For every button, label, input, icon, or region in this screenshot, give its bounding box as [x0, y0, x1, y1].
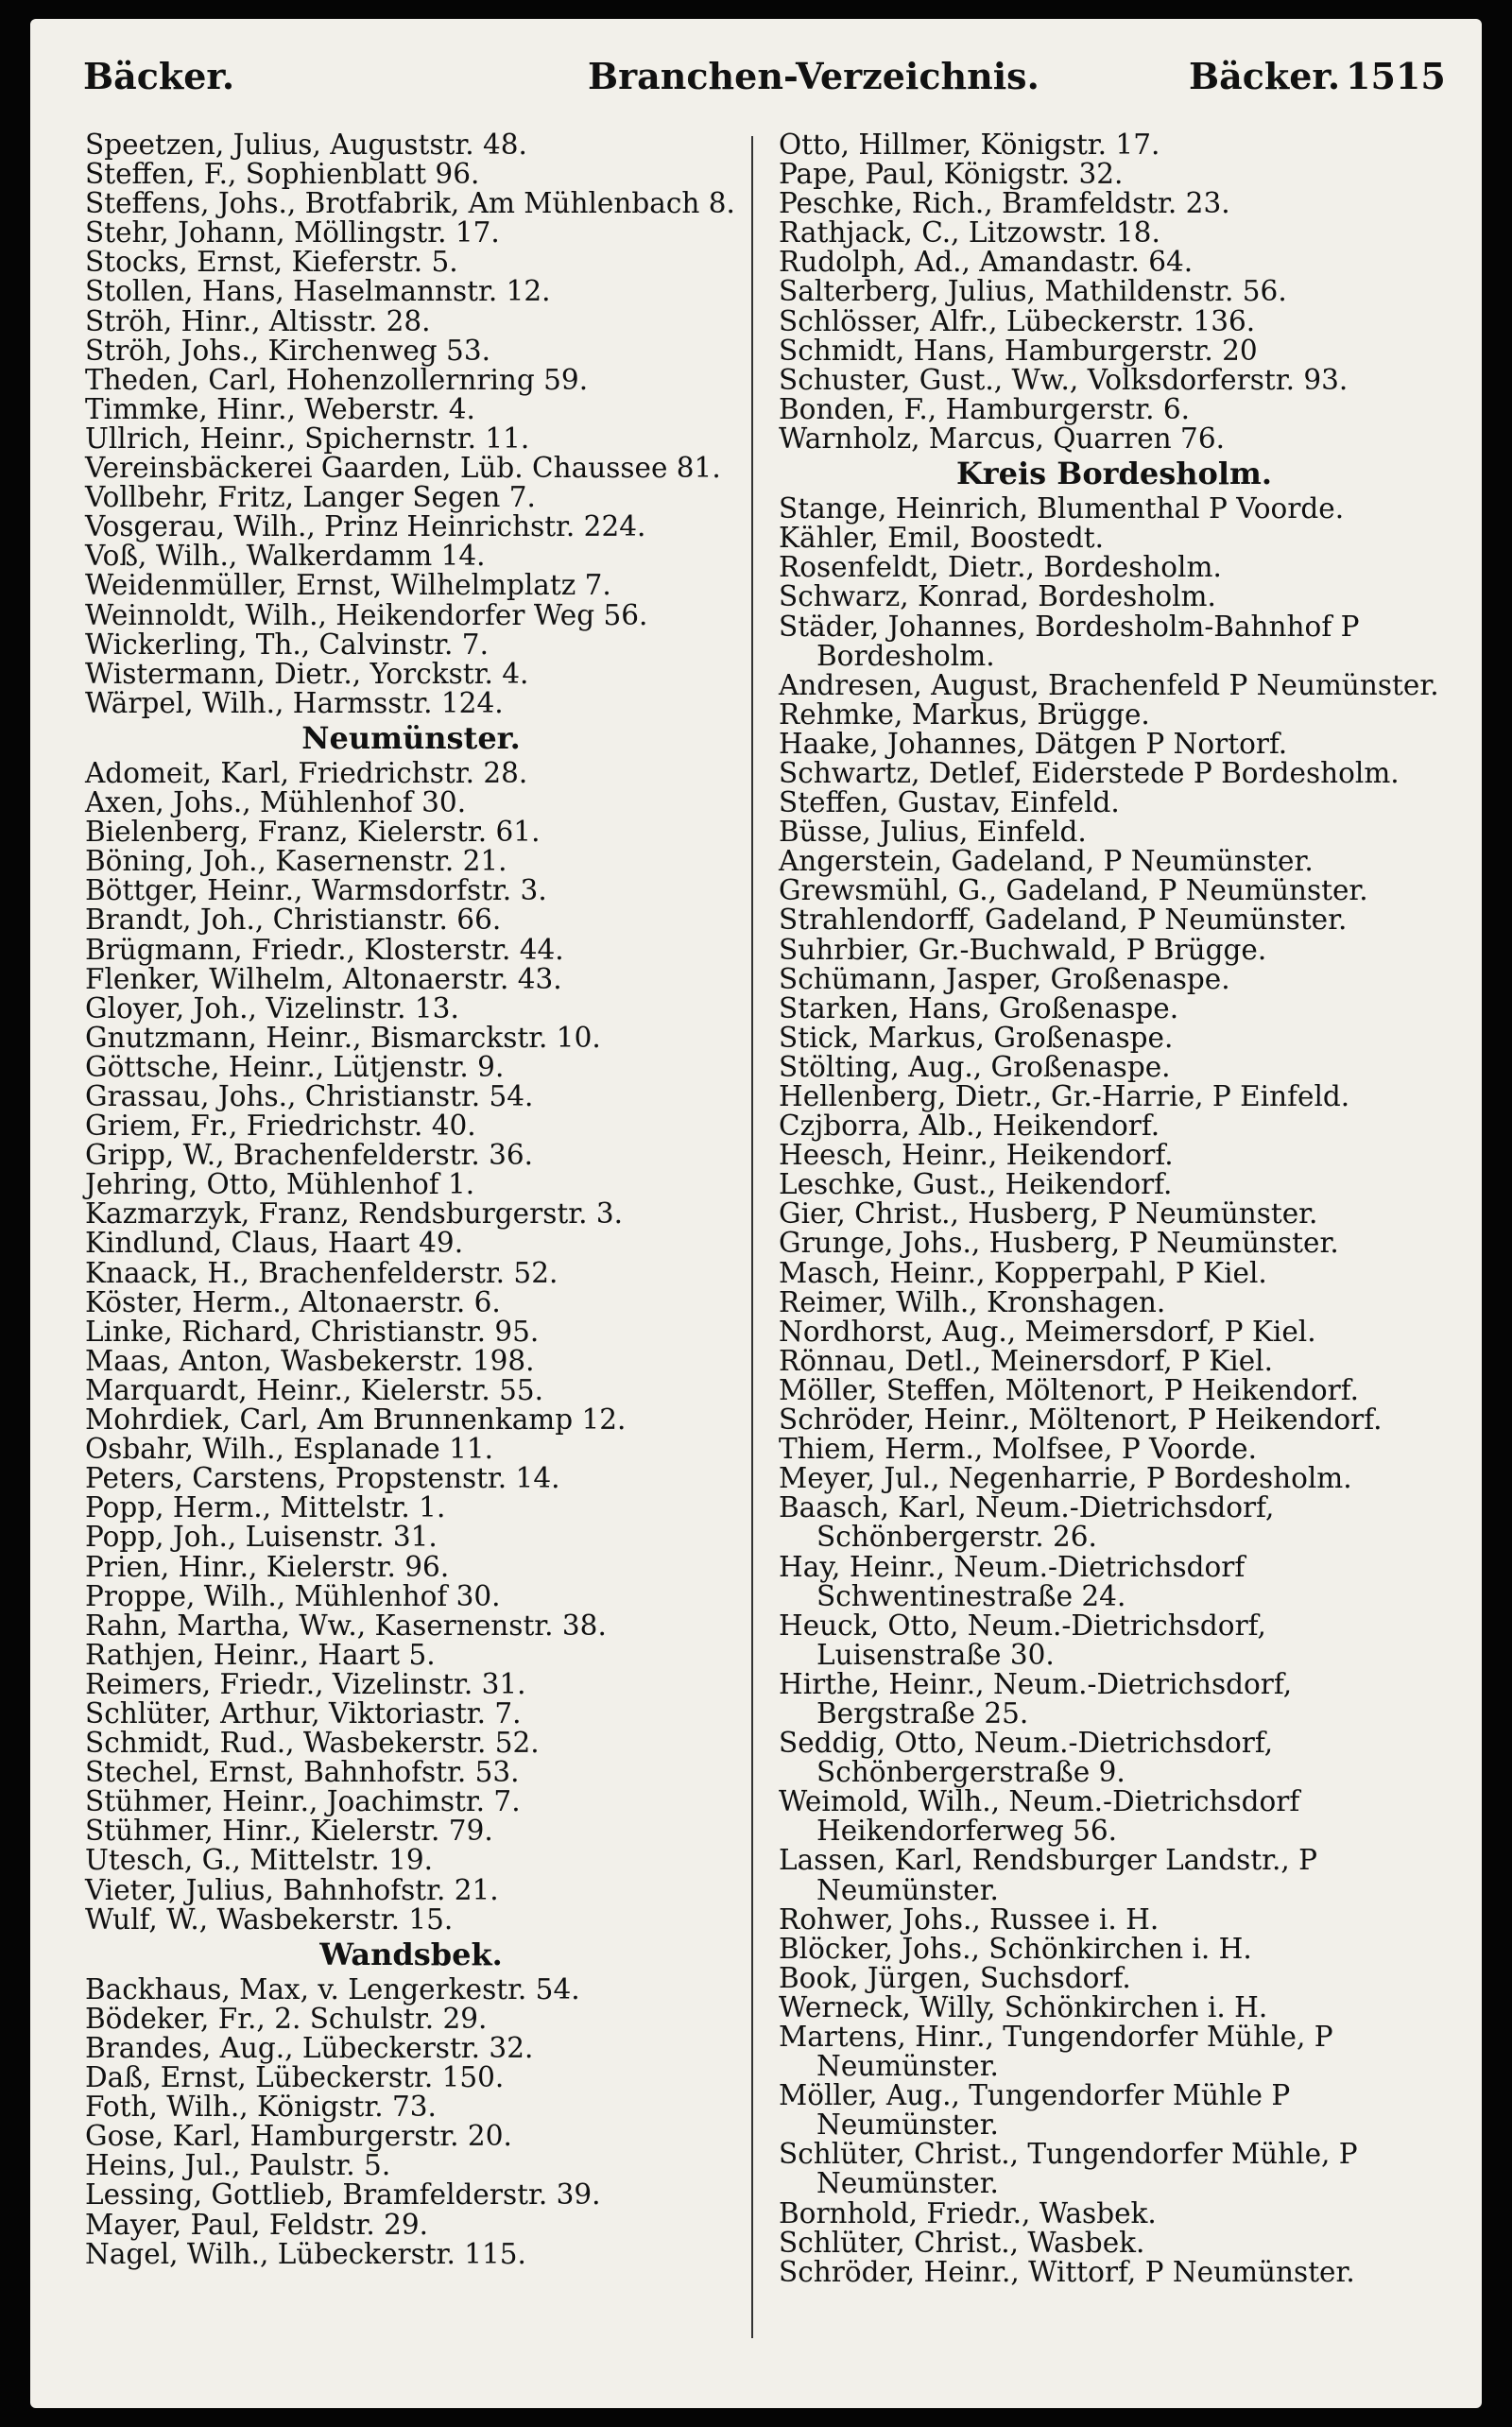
directory-entry: Utesch, G., Mittelstr. 19.: [85, 1844, 434, 1877]
list-top-right: [779, 130, 1450, 454]
directory-entry: Lessing, Gottlieb, Bramfelderstr. 39.: [85, 2178, 601, 2212]
directory-entry: Städer, Johannes, Bordesholm-Bahnhof P Bordesholm.: [779, 610, 1360, 672]
directory-entry: Steffen, F., Sophienblatt 96.: [85, 158, 480, 191]
directory-entry: Stühmer, Heinr., Joachimstr. 7.: [85, 1785, 521, 1818]
directory-entry: Grunge, Johs., Husberg, P Neumünster.: [779, 1227, 1339, 1260]
directory-entry: Peschke, Rich., Bramfeldstr. 23.: [779, 187, 1230, 220]
directory-entry: Axen, Johs., Mühlenhof 30.: [85, 786, 467, 819]
directory-entry: Rehmke, Markus, Brügge.: [779, 697, 1150, 731]
directory-entry: Vosgerau, Wilh., Prinz Heinrichstr. 224.: [85, 510, 646, 543]
directory-entry: Reimers, Friedr., Vizelinstr. 31.: [85, 1667, 526, 1700]
list-neumuenster: [85, 756, 737, 1936]
directory-entry: Foth, Wilh., Königstr. 73.: [85, 2091, 437, 2124]
directory-entry: Weimold, Wilh., Neum.-Dietrichsdorf Heikendorferweg 56.: [779, 1785, 1300, 1848]
directory-entry: Wärpel, Wilh., Harmsstr. 124.: [85, 686, 504, 719]
directory-entry: Strahlendorff, Gadeland, P Neumünster.: [779, 904, 1348, 937]
directory-entry: Prien, Hinr., Kielerstr. 96.: [85, 1550, 450, 1583]
directory-entry: Schröder, Heinr., Wittorf, P Neumünster.: [779, 2255, 1355, 2288]
directory-entry: Köster, Herm., Altonaerstr. 6.: [85, 1285, 501, 1318]
directory-entry: Starken, Hans, Großenaspe.: [779, 991, 1179, 1024]
directory-entry: Heesch, Heinr., Heikendorf.: [779, 1139, 1174, 1172]
directory-entry: Haake, Johannes, Dätgen P Nortorf.: [779, 727, 1288, 760]
directory-entry: Seddig, Otto, Neum.-Dietrichsdorf, Schönbergerstraße 9.: [779, 1727, 1274, 1789]
directory-entry: Schlüter, Christ., Wasbek.: [779, 2226, 1145, 2259]
directory-entry: Schröder, Heinr., Möltenort, P Heikendorf.: [779, 1403, 1383, 1437]
directory-entry: Popp, Joh., Luisenstr. 31.: [85, 1521, 438, 1554]
directory-entry: Hellenberg, Dietr., Gr.-Harrie, P Einfeld.: [779, 1080, 1350, 1112]
directory-entry: Proppe, Wilh., Mühlenhof 30.: [85, 1579, 501, 1612]
directory-entry: Jehring, Otto, Mühlenhof 1.: [85, 1168, 475, 1201]
directory-entry: Book, Jürgen, Suchsdorf.: [779, 1961, 1131, 1994]
directory-entry: Steffen, Gustav, Einfeld.: [779, 786, 1120, 819]
directory-entry: Ullrich, Heinr., Spichernstr. 11.: [85, 422, 530, 455]
directory-entry: Brügmann, Friedr., Klosterstr. 44.: [85, 933, 564, 966]
header-center-title: Branchen-Verzeichnis.: [588, 55, 1040, 97]
directory-entry: Backhaus, Max, v. Lengerkestr. 54.: [85, 1972, 580, 2005]
directory-entry: Bödeker, Fr., 2. Schulstr. 29.: [85, 2002, 488, 2035]
directory-entry: Schlüter, Arthur, Viktoriastr. 7.: [85, 1696, 522, 1730]
directory-entry: Schlüter, Christ., Tungendorfer Mühle, P Neumünster.: [779, 2138, 1358, 2200]
directory-entry: Theden, Carl, Hohenzollernring 59.: [85, 363, 589, 396]
directory-entry: Stick, Markus, Großenaspe.: [779, 1021, 1174, 1054]
directory-entry: Gose, Karl, Hamburgerstr. 20.: [85, 2120, 512, 2153]
section-heading-kreis-bordesholm: Kreis Bordesholm.: [955, 456, 1273, 492]
directory-entry: Möller, Steffen, Möltenort, P Heikendorf.: [779, 1373, 1359, 1406]
section-heading-neumuenster: Neumünster.: [301, 719, 521, 756]
directory-entry: Otto, Hillmer, Königstr. 17.: [779, 129, 1160, 161]
directory-entry: Heins, Jul., Paulstr. 5.: [85, 2149, 391, 2182]
directory-entry: Griem, Fr., Friedrichstr. 40.: [85, 1110, 476, 1143]
directory-entry: Czjborra, Alb., Heikendorf.: [779, 1110, 1160, 1143]
directory-entry: Vieter, Julius, Bahnhofstr. 21.: [85, 1873, 499, 1906]
directory-entry: Weinnoldt, Wilh., Heikendorfer Weg 56.: [85, 598, 648, 631]
left-column: [85, 130, 737, 2269]
directory-entry: Wickerling, Th., Calvinstr. 7.: [85, 628, 489, 661]
directory-entry: Stölting, Aug., Großenaspe.: [779, 1050, 1171, 1083]
directory-entry: Rohwer, Johs., Russee i. H.: [779, 1902, 1160, 1936]
directory-entry: Leschke, Gust., Heikendorf.: [779, 1168, 1173, 1201]
directory-entry: Nagel, Wilh., Lübeckerstr. 115.: [85, 2237, 526, 2270]
directory-entry: Ströh, Johs., Kirchenweg 53.: [85, 334, 490, 367]
page-header: [30, 55, 1482, 112]
directory-entry: Mohrdiek, Carl, Am Brunnenkamp 12.: [85, 1403, 627, 1437]
directory-entry: Bielenberg, Franz, Kielerstr. 61.: [85, 816, 541, 849]
directory-entry: Brandes, Aug., Lübeckerstr. 32.: [85, 2032, 534, 2064]
directory-entry: Peters, Carstens, Propstenstr. 14.: [85, 1462, 560, 1495]
directory-entry: Wistermann, Dietr., Yorckstr. 4.: [85, 657, 529, 690]
directory-entry: Rönnau, Detl., Meinersdorf, P Kiel.: [779, 1344, 1273, 1377]
directory-entry: Andresen, August, Brachenfeld P Neumünster.: [779, 668, 1439, 701]
directory-entry: Böning, Joh., Kasernenstr. 21.: [85, 845, 507, 878]
directory-entry: Bonden, F., Hamburgerstr. 6.: [779, 392, 1191, 425]
directory-entry: Gloyer, Joh., Vizelinstr. 13.: [85, 991, 459, 1024]
directory-entry: Adomeit, Karl, Friedrichstr. 28.: [85, 756, 528, 789]
directory-entry: Stechel, Ernst, Bahnhofstr. 53.: [85, 1756, 520, 1789]
directory-entry: Brandt, Joh., Christianstr. 66.: [85, 904, 502, 937]
directory-entry: Hirthe, Heinr., Neum.-Dietrichsdorf, Bergstraße 25.: [779, 1667, 1293, 1730]
directory-page: [30, 19, 1482, 2408]
column-divider: [751, 136, 753, 2338]
directory-entry: Weidenmüller, Ernst, Wilhelmplatz 7.: [85, 569, 611, 602]
list-wandsbek: [85, 1972, 737, 2270]
directory-entry: Grassau, Johs., Christianstr. 54.: [85, 1080, 534, 1112]
directory-entry: Böttger, Heinr., Warmsdorfstr. 3.: [85, 874, 547, 907]
directory-entry: Rudolph, Ad., Amandastr. 64.: [779, 246, 1194, 279]
directory-entry: Stange, Heinrich, Blumenthal P Voorde.: [779, 492, 1345, 525]
directory-entry: Gier, Christ., Husberg, P Neumünster.: [779, 1197, 1318, 1231]
directory-entry: Möller, Aug., Tungendorfer Mühle P Neumünster.: [779, 2079, 1291, 2142]
directory-entry: Grewsmühl, G., Gadeland, P Neumünster.: [779, 874, 1368, 907]
directory-entry: Baasch, Karl, Neum.-Dietrichsdorf, Schönbergerstr. 26.: [779, 1491, 1275, 1554]
directory-entry: Gnutzmann, Heinr., Bismarckstr. 10.: [85, 1021, 601, 1054]
directory-entry: Schlösser, Alfr., Lübeckerstr. 136.: [779, 304, 1256, 337]
directory-entry: Linke, Richard, Christianstr. 95.: [85, 1315, 540, 1348]
directory-entry: Nordhorst, Aug., Meimersdorf, P Kiel.: [779, 1315, 1316, 1348]
directory-entry: Bornhold, Friedr., Wasbek.: [779, 2196, 1157, 2229]
list-bordesholm: [779, 494, 1450, 2287]
directory-entry: Schmidt, Rud., Wasbekerstr. 52.: [85, 1727, 540, 1760]
directory-entry: Stocks, Ernst, Kieferstr. 5.: [85, 246, 458, 279]
directory-entry: Gripp, W., Brachenfelderstr. 36.: [85, 1139, 534, 1172]
directory-entry: Kazmarzyk, Franz, Rendsburgerstr. 3.: [85, 1197, 623, 1231]
list-top-left: [85, 130, 737, 718]
directory-entry: Marquardt, Heinr., Kielerstr. 55.: [85, 1373, 544, 1406]
directory-entry: Meyer, Jul., Negenharrie, P Bordesholm.: [779, 1462, 1352, 1495]
directory-entry: Warnholz, Marcus, Quarren 76.: [779, 422, 1225, 455]
directory-entry: Ströh, Hinr., Altisstr. 28.: [85, 304, 431, 337]
directory-entry: Pape, Paul, Königstr. 32.: [779, 158, 1124, 191]
directory-entry: Flenker, Wilhelm, Altonaerstr. 43.: [85, 962, 562, 995]
directory-entry: Blöcker, Johs., Schönkirchen i. H.: [779, 1932, 1252, 1965]
directory-entry: Stühmer, Hinr., Kielerstr. 79.: [85, 1815, 493, 1848]
directory-entry: Kindlund, Claus, Haart 49.: [85, 1227, 464, 1260]
directory-entry: Lassen, Karl, Rendsburger Landstr., P Neumünster.: [779, 1844, 1317, 1906]
directory-entry: Thiem, Herm., Molfsee, P Voorde.: [779, 1433, 1257, 1466]
directory-entry: Daß, Ernst, Lübeckerstr. 150.: [85, 2061, 505, 2094]
right-column: [779, 130, 1450, 2287]
directory-entry: Stehr, Johann, Möllingstr. 17.: [85, 216, 500, 250]
directory-entry: Rathjen, Heinr., Haart 5.: [85, 1638, 436, 1671]
directory-entry: Wulf, W., Wasbekerstr. 15.: [85, 1902, 454, 1936]
header-right-title: Bäcker.: [1189, 55, 1341, 97]
directory-entry: Steffens, Johs., Brotfabrik, Am Mühlenbach 8.: [85, 187, 735, 220]
directory-entry: Stollen, Hans, Haselmannstr. 12.: [85, 275, 551, 308]
directory-entry: Timmke, Hinr., Weberstr. 4.: [85, 392, 475, 425]
page-number: 1515: [1346, 55, 1446, 97]
directory-entry: Schwarz, Konrad, Bordesholm.: [779, 580, 1216, 613]
directory-entry: Popp, Herm., Mittelstr. 1.: [85, 1491, 446, 1524]
directory-entry: Speetzen, Julius, Auguststr. 48.: [85, 129, 527, 161]
header-left-title: Bäcker.: [83, 55, 235, 97]
directory-entry: Vereinsbäckerei Gaarden, Lüb. Chaussee 81.: [85, 452, 721, 485]
directory-entry: Vollbehr, Fritz, Langer Segen 7.: [85, 481, 536, 514]
directory-entry: Rahn, Martha, Ww., Kasernenstr. 38.: [85, 1609, 607, 1642]
directory-entry: Rosenfeldt, Dietr., Bordesholm.: [779, 551, 1222, 584]
directory-entry: Hay, Heinr., Neum.-Dietrichsdorf Schwentinestraße 24.: [779, 1550, 1246, 1612]
directory-entry: Salterberg, Julius, Mathildenstr. 56.: [779, 275, 1287, 308]
directory-entry: Knaack, H., Brachenfelderstr. 52.: [85, 1256, 558, 1289]
directory-entry: Voß, Wilh., Walkerdamm 14.: [85, 540, 486, 573]
directory-entry: Angerstein, Gadeland, P Neumünster.: [779, 845, 1314, 878]
directory-entry: Büsse, Julius, Einfeld.: [779, 816, 1087, 849]
directory-entry: Heuck, Otto, Neum.-Dietrichsdorf, Luisenstraße 30.: [779, 1609, 1266, 1671]
directory-entry: Göttsche, Heinr., Lütjenstr. 9.: [85, 1050, 505, 1083]
directory-entry: Schmidt, Hans, Hamburgerstr. 20: [779, 334, 1258, 367]
section-heading-wandsbek: Wandsbek.: [319, 1936, 503, 1972]
directory-entry: Schuster, Gust., Ww., Volksdorferstr. 93.: [779, 363, 1349, 396]
directory-entry: Osbahr, Wilh., Esplanade 11.: [85, 1433, 494, 1466]
directory-entry: Maas, Anton, Wasbekerstr. 198.: [85, 1344, 535, 1377]
directory-entry: Rathjack, C., Litzowstr. 18.: [779, 216, 1160, 250]
directory-entry: Suhrbier, Gr.-Buchwald, P Brügge.: [779, 933, 1267, 966]
directory-entry: Martens, Hinr., Tungendorfer Mühle, P Neumünster.: [779, 2021, 1333, 2083]
directory-entry: Kähler, Emil, Boostedt.: [779, 522, 1105, 555]
directory-entry: Mayer, Paul, Feldstr. 29.: [85, 2208, 428, 2241]
directory-entry: Werneck, Willy, Schönkirchen i. H.: [779, 1990, 1268, 2023]
directory-entry: Schwartz, Detlef, Eiderstede P Bordesholm.: [779, 756, 1400, 789]
directory-entry: Schümann, Jasper, Großenaspe.: [779, 962, 1230, 995]
directory-entry: Masch, Heinr., Kopperpahl, P Kiel.: [779, 1256, 1267, 1289]
directory-entry: Reimer, Wilh., Kronshagen.: [779, 1285, 1166, 1318]
